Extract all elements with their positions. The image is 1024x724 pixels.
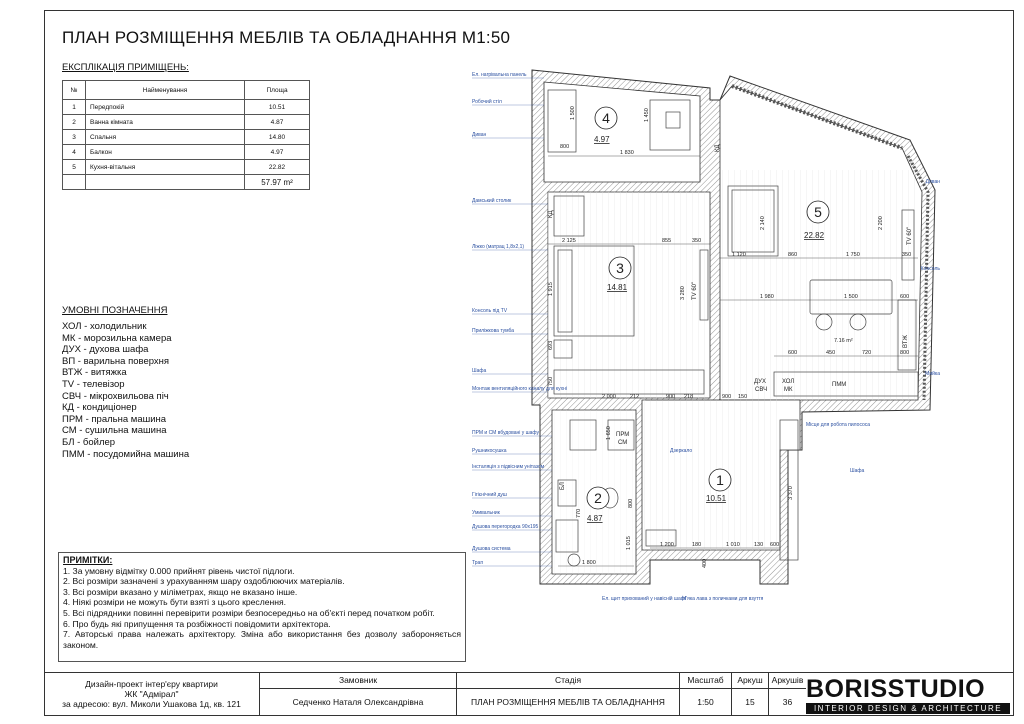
notes-box — [58, 552, 466, 662]
dim-value: 1 015 — [626, 536, 632, 550]
dim-value: 600 — [788, 350, 798, 356]
project-info — [44, 674, 259, 714]
legend-item: СВЧ - мікрохвильова піч — [62, 390, 169, 402]
callout: Гігієнічний душ — [472, 492, 507, 498]
equip-label: КД — [715, 144, 721, 152]
dim-value: 2 140 — [760, 216, 766, 230]
svg-text:4: 4 — [602, 110, 610, 126]
area-small: 7.16 m² — [834, 338, 853, 344]
scale-header: Масштаб — [679, 672, 731, 688]
dim-value: 720 — [862, 350, 872, 356]
svg-text:3: 3 — [616, 260, 624, 276]
row-area: 4.97 — [245, 145, 310, 160]
callout: Умивальник — [472, 510, 500, 516]
legend-item: ХОЛ - холодильник — [62, 321, 147, 332]
dim-value: 350 — [692, 238, 702, 244]
dim-value: 800 — [900, 350, 910, 356]
col-name: Найменування — [86, 81, 245, 100]
legend-item: МК - морозильна камера — [62, 332, 172, 344]
equip-label: ПРМ — [616, 432, 630, 438]
dim-value: 150 — [738, 394, 748, 400]
note-item: 3. Всі розміри вказано у міліметрах, якщо не вказано інше. — [63, 586, 298, 597]
dim-value: 2 200 — [878, 216, 884, 230]
callout: Приліжкова тумба — [472, 328, 515, 334]
sheet-header: Аркуш — [731, 672, 768, 688]
legend-list — [62, 321, 189, 460]
project-line: за адресою: вул. Миколи Ушакова 1д, кв. 121 — [62, 699, 241, 709]
row-area: 10.51 — [245, 100, 310, 115]
table-row — [63, 115, 310, 130]
table-header — [63, 81, 310, 100]
dim-value: 3 370 — [788, 486, 794, 500]
legend-item: ДУХ - духова шафа — [62, 344, 149, 356]
callout: Мийка — [925, 371, 940, 377]
callout: Диван — [472, 132, 487, 138]
dim-value: 2 125 — [562, 238, 576, 244]
row-number: 2 — [63, 115, 86, 130]
dim-value: 1 500 — [844, 294, 858, 300]
callout: ПРМ и СМ вбудовані у шафу — [472, 430, 539, 436]
note-item: 1. За умовну відмітку 0.000 прийнят рівень чистої підлоги. — [63, 565, 295, 576]
legend-item: ПРМ - пральна машина — [62, 413, 167, 425]
dim-value: 900 — [666, 394, 676, 400]
page-title: ПЛАН РОЗМІЩЕННЯ МЕБЛІВ ТА ОБЛАДНАННЯ М1:50 — [62, 28, 511, 47]
note-item: 7. Авторські права належать архітектору. Зміна або використання без дозволу забороняється законом. — [63, 629, 461, 650]
legend-item: СМ - сушильна машина — [62, 425, 167, 437]
table-row — [63, 160, 310, 175]
dim-value: 1 500 — [570, 106, 576, 120]
table-row — [63, 145, 310, 160]
callout: Рушникосушка — [472, 448, 507, 454]
customer-name: Седченко Наталя Олександрівна — [259, 688, 456, 716]
equip-label: TV 60" — [907, 226, 913, 245]
dim-value: 1 915 — [548, 282, 554, 296]
col-number: № — [63, 81, 86, 100]
svg-text:14.81: 14.81 — [607, 283, 628, 292]
callout: Шафа — [850, 468, 865, 474]
dim-value: 900 — [722, 394, 732, 400]
svg-text:2: 2 — [594, 490, 602, 506]
row-number: 3 — [63, 130, 86, 145]
dim-value: 3 280 — [680, 286, 686, 300]
equip-label: КД — [548, 210, 554, 218]
dim-value: 1 750 — [846, 252, 860, 258]
callout-bottom: М'яка лава з поличками для взуття — [682, 596, 764, 602]
logo-wordmark: BORISSTUDIO — [806, 675, 986, 703]
dim-value: 600 — [770, 542, 780, 548]
dim-value: 1 650 — [606, 426, 612, 440]
dim-value: 1 980 — [760, 294, 774, 300]
callout: Робочий стіл — [472, 99, 502, 105]
empty-cell — [86, 175, 245, 190]
table-total-row — [63, 175, 310, 190]
dim-value: 1 200 — [660, 542, 674, 548]
equip-label: ВТЖ — [903, 335, 909, 348]
callout: Шафа — [472, 368, 487, 374]
studio-logo — [806, 676, 1010, 714]
dim-value: 1 120 — [732, 252, 746, 258]
dim-value: 130 — [754, 542, 764, 548]
row-name: Балкон — [86, 145, 245, 160]
equip-label: ХОЛ — [782, 379, 795, 385]
row-name: Передпокій — [86, 100, 245, 115]
equip-label: СВЧ — [755, 387, 768, 393]
legend-item: ВТЖ - витяжка — [62, 367, 127, 379]
legend-item: БЛ - бойлер — [62, 436, 116, 448]
floor-plan — [470, 60, 950, 620]
row-area: 4.87 — [245, 115, 310, 130]
sheet-value: 15 — [731, 688, 768, 716]
dim-value: 450 — [826, 350, 836, 356]
scale-value: 1:50 — [679, 688, 731, 716]
callout: Консоль — [920, 266, 940, 272]
callout-bottom: Ел. щит прихований у навісній шафі — [602, 596, 687, 602]
svg-text:22.82: 22.82 — [804, 231, 825, 240]
total-area: 57.97 m² — [245, 175, 310, 190]
legend-item: TV - телевізор — [62, 378, 125, 390]
note-item: 5. Всі підрядники повинні перевірити розміри безпосередньо на об'єкті перед початком робіт. — [63, 607, 435, 618]
logo-tagline: INTERIOR DESIGN & ARCHITECTURE — [806, 703, 1010, 714]
row-area: 22.82 — [245, 160, 310, 175]
callout: Трап — [472, 560, 484, 566]
row-area: 14.80 — [245, 130, 310, 145]
dim-value: 800 — [560, 144, 570, 150]
dim-value: 600 — [900, 294, 910, 300]
explication-table — [62, 80, 310, 190]
row-name: Ванна кімната — [86, 115, 245, 130]
row-number: 1 — [63, 100, 86, 115]
dim-value: 350 — [902, 252, 912, 258]
svg-text:4.87: 4.87 — [587, 514, 603, 523]
equip-label: ДУХ — [754, 379, 766, 385]
sheets-header: Аркушів — [768, 672, 806, 688]
explication-title: ЕКСПЛІКАЦІЯ ПРИМІЩЕНЬ: — [62, 62, 189, 73]
dim-value: 1 830 — [620, 150, 634, 156]
callout: Інсталяція з підвісним унітазом — [472, 464, 545, 470]
dim-value: 800 — [628, 498, 634, 508]
note-item: 2. Всі розміри зазначені з урахуванням шару оздоблюючих матеріалів. — [63, 576, 345, 587]
dim-value: 750 — [548, 376, 554, 386]
dim-value: 1 800 — [582, 560, 596, 566]
svg-text:10.51: 10.51 — [706, 494, 727, 503]
legend-item: ПММ - посудомийна машина — [62, 448, 190, 460]
dim-value: 1 010 — [726, 542, 740, 548]
svg-text:5: 5 — [814, 204, 822, 220]
note-item: 6. Про будь які припущення та розбіжності повідомити архітектора. — [63, 618, 331, 629]
dim-value: 770 — [576, 508, 582, 518]
dim-value: 180 — [692, 542, 702, 548]
row-name: Кухня-вітальня — [86, 160, 245, 175]
callout: Диван — [925, 179, 940, 185]
row-name: Спальня — [86, 130, 245, 145]
equip-label: ПММ — [832, 382, 847, 388]
callout: Ліжко (матрац 1,8х2,1) — [472, 244, 525, 250]
equip-label: МК — [784, 387, 793, 393]
col-area: Площа — [245, 81, 310, 100]
notes-title: ПРИМІТКИ: — [63, 555, 113, 565]
dim-value: 855 — [662, 238, 672, 244]
svg-text:1: 1 — [716, 472, 724, 488]
dim-value: 860 — [788, 252, 798, 258]
dim-value: 1 450 — [644, 108, 650, 122]
row-number: 5 — [63, 160, 86, 175]
legend-title: УМОВНІ ПОЗНАЧЕННЯ — [62, 305, 168, 316]
callout: Монтаж вентиляційного каналу для кухні — [472, 386, 568, 392]
callout: Душова система — [472, 546, 511, 552]
table-row — [63, 100, 310, 115]
svg-text:4.97: 4.97 — [594, 135, 610, 144]
callout: Консоль під TV — [472, 308, 508, 314]
stage-header: Стадія — [456, 672, 679, 688]
sheets-value: 36 — [768, 688, 806, 716]
callout: Душова перегородка 90х195 — [472, 524, 539, 530]
project-line: Дизайн-проект інтер'єру квартири — [85, 679, 218, 689]
callout: Дамський столик — [472, 198, 512, 204]
note-item: 4. Ніякі розміри не можуть бути взяті з цього креслення. — [63, 597, 287, 608]
legend-item: ВП - варильна поверхня — [62, 355, 170, 367]
callout: Ел. нагрівальна панель — [472, 72, 527, 78]
equip-label: TV 60" — [692, 281, 698, 300]
equip-label: СМ — [618, 440, 628, 446]
stage-value: ПЛАН РОЗМІЩЕННЯ МЕБЛІВ ТА ОБЛАДНАННЯ — [456, 688, 679, 716]
empty-cell — [63, 175, 86, 190]
callout: Місце для робота пилососа — [806, 422, 871, 428]
dim-value: 693 — [548, 340, 554, 350]
project-line: ЖК "Адмірал" — [124, 689, 179, 699]
row-number: 4 — [63, 145, 86, 160]
dim-value: 2 000 — [602, 394, 616, 400]
customer-header: Замовник — [259, 672, 456, 688]
table-row — [63, 130, 310, 145]
dim-value: 400 — [702, 558, 708, 568]
legend-item: КД - кондиціонер — [62, 402, 137, 414]
dim-value: 212 — [630, 394, 640, 400]
equip-label: БЛ — [560, 482, 566, 490]
callout-mirror: Дзеркало — [670, 448, 693, 454]
dim-value: 218 — [684, 394, 694, 400]
